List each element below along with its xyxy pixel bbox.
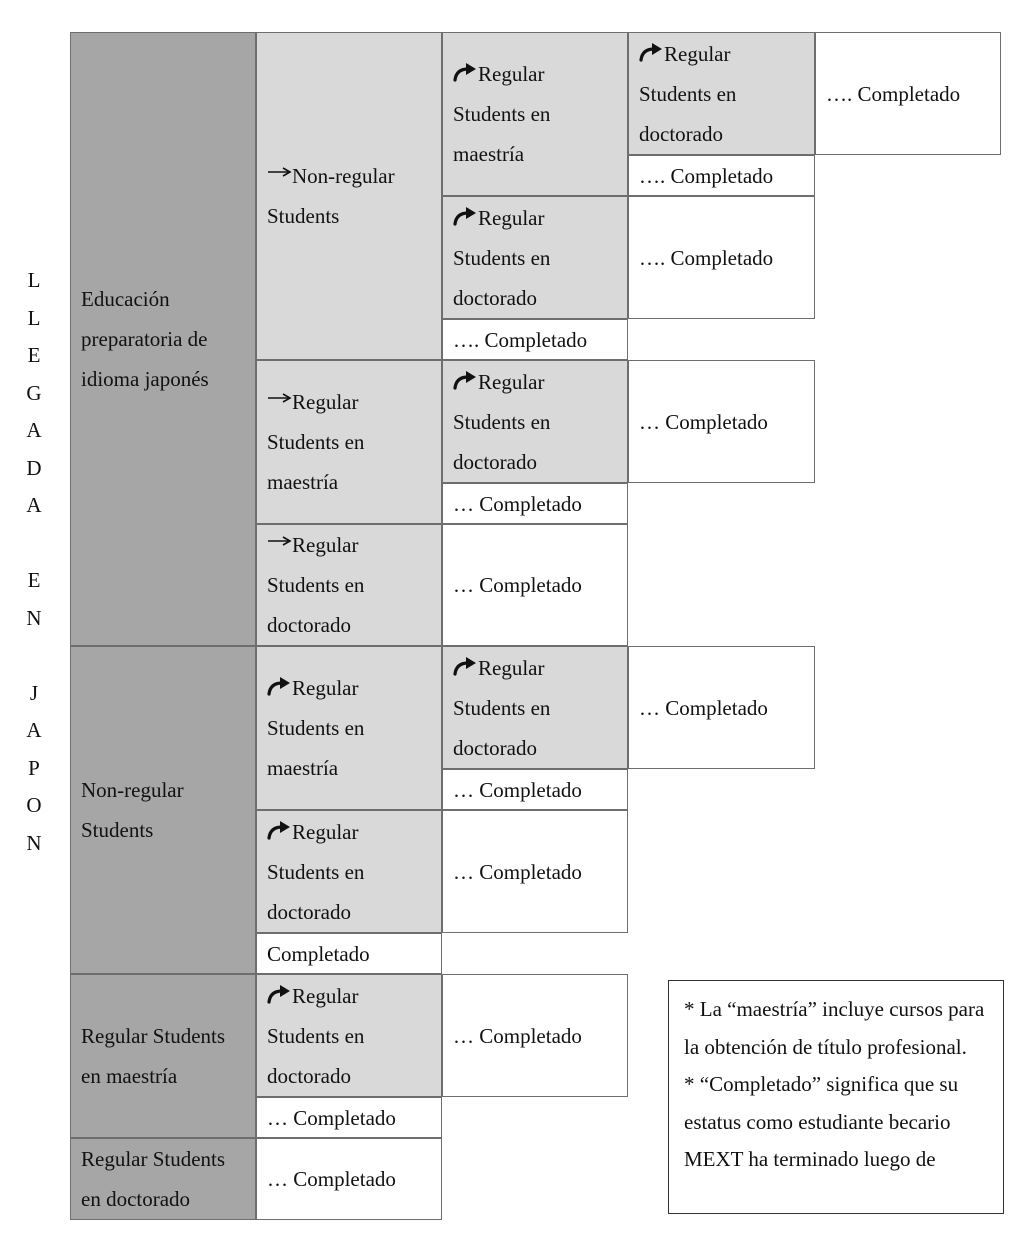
cell-text (453, 770, 617, 810)
note-maestria: * La “maestría” incluye cursos para la obtención de título profesional. (684, 997, 985, 1059)
cell-edu-nr-m-d-completado (815, 32, 1001, 155)
cell-root-regular-doctorado (70, 1138, 256, 1220)
right-arrow-icon (267, 164, 292, 188)
cell-text-line: maestría (267, 470, 339, 494)
cell-text-line: Regular (292, 983, 359, 1008)
cell-text-line: Regular (292, 676, 359, 700)
cell-text (453, 565, 617, 605)
cell-text (639, 34, 804, 74)
side-letter: N (26, 605, 42, 630)
cell-text-line: …. Completado (453, 327, 588, 352)
curved-arrow-icon (267, 820, 292, 844)
cell-root-regular-maestria (70, 974, 256, 1138)
cell-text (453, 54, 617, 94)
cell-text-line: Regular Students (81, 1147, 226, 1171)
side-letter: N (26, 830, 42, 855)
cell-text-line: Educación (81, 287, 170, 311)
curved-arrow-icon (267, 984, 292, 1008)
notes-box (668, 980, 1004, 1214)
cell-text (453, 648, 617, 688)
cell-root-non-regular-students (70, 646, 256, 974)
cell-text-line: … Completado (453, 573, 582, 597)
side-letter: O (26, 793, 42, 817)
cell-text-line: doctorado (639, 121, 723, 146)
cell-text-line: maestría (267, 756, 339, 780)
cell-text (81, 319, 245, 359)
side-letter: P (28, 755, 40, 780)
cell-text (267, 1016, 431, 1056)
curved-arrow-icon (639, 42, 664, 66)
cell-text (267, 382, 431, 422)
cell-d-completado (256, 1138, 442, 1220)
cell-text-line: Students en (267, 430, 365, 454)
cell-text-line: Regular (292, 819, 359, 844)
cell-text (267, 565, 431, 605)
cell-text-line: Students (81, 818, 154, 842)
cell-text (639, 402, 804, 442)
cell-edu-nr-completado (442, 319, 628, 360)
cell-text-line: doctorado (267, 899, 351, 924)
cell-text (453, 134, 617, 174)
cell-text (639, 156, 804, 196)
cell-text (267, 892, 431, 932)
cell-text (81, 1056, 245, 1096)
cell-text-line: Non-regular (81, 778, 184, 802)
cell-text-line: Students en (453, 695, 551, 720)
cell-text-line: Non-regular (292, 164, 395, 188)
side-letter: E (27, 568, 41, 592)
cell-text-line: Regular (664, 41, 731, 66)
cell-nr-d-completado (442, 810, 628, 933)
cell-text (639, 114, 804, 154)
side-letter: E (27, 343, 41, 367)
curved-arrow-icon (453, 62, 478, 86)
side-letter: L (27, 268, 41, 292)
cell-text (267, 1098, 431, 1138)
cell-text (453, 402, 617, 442)
right-arrow-icon (267, 390, 292, 414)
cell-text (81, 359, 245, 399)
cell-text-line: … Completado (453, 777, 582, 802)
curved-arrow-icon (453, 656, 478, 680)
cell-text (267, 156, 431, 196)
cell-edu-d-completado (442, 524, 628, 646)
cell-text-line: idioma japonés (81, 367, 209, 391)
cell-text-line: doctorado (267, 613, 351, 637)
cell-text-line: …. Completado (826, 81, 961, 106)
cell-edu-to-doctorado (256, 524, 442, 646)
cell-text-line: …. Completado (639, 163, 774, 188)
cell-text-line: Regular Students (81, 1024, 226, 1048)
cell-text (453, 198, 617, 238)
cell-m-to-doctorado (256, 974, 442, 1097)
cell-text-line: Students en (267, 859, 365, 884)
cell-text (81, 1139, 245, 1179)
cell-edu-m-to-doctorado (442, 360, 628, 483)
cell-text-line: doctorado (453, 449, 537, 474)
cell-text (267, 1056, 431, 1096)
cell-text-line: … Completado (267, 1105, 396, 1130)
cell-text-line: en maestría (81, 1064, 178, 1088)
cell-text-line: … Completado (639, 409, 768, 434)
cell-text (453, 94, 617, 134)
side-letter: A (26, 418, 42, 442)
side-letter: D (26, 455, 42, 480)
cell-text (267, 812, 431, 852)
cell-text-line: Students en (267, 716, 365, 740)
cell-text-line: Students en (453, 245, 551, 270)
cell-text-line: Students en (453, 102, 551, 126)
cell-edu-to-non-regular (256, 32, 442, 360)
cell-m-d-completado (442, 974, 628, 1097)
cell-text (267, 748, 431, 788)
cell-text-line: preparatoria de (81, 327, 208, 351)
cell-text (453, 484, 617, 524)
cell-text (453, 320, 617, 360)
cell-text-line: en doctorado (81, 1187, 191, 1211)
cell-text-line: … Completado (453, 859, 582, 884)
side-letter: L (27, 305, 41, 330)
cell-text-line: … Completado (267, 1167, 396, 1191)
cell-text (267, 976, 431, 1016)
cell-text-line: … Completado (639, 695, 768, 720)
cell-text-line: Students en (267, 1023, 365, 1048)
cell-text (453, 362, 617, 402)
cell-text (453, 852, 617, 892)
cell-text-line: Students en (453, 409, 551, 434)
cell-text-line: Regular (478, 62, 545, 86)
side-letter: A (26, 493, 42, 517)
cell-text (267, 1159, 431, 1199)
cell-text (267, 462, 431, 502)
cell-edu-nr-d-completado (628, 196, 815, 319)
cell-text-line: Completado (267, 941, 370, 966)
note-completado: * “Completado” significa que su estatus como estudiante becario MEXT ha terminado luego de (684, 1072, 959, 1171)
cell-nr-m-d-completado (628, 646, 815, 769)
curved-arrow-icon (267, 676, 292, 700)
cell-text (453, 278, 617, 318)
side-letter: J (29, 680, 39, 705)
cell-text-line: doctorado (453, 285, 537, 310)
side-letter: A (26, 718, 42, 742)
curved-arrow-icon (453, 206, 478, 230)
cell-text (267, 422, 431, 462)
side-letter: G (26, 380, 42, 405)
cell-text-line: Students en (639, 81, 737, 106)
cell-edu-nr-to-maestria (442, 32, 628, 196)
cell-text-line: Regular (478, 369, 545, 394)
cell-edu-nr-m-to-doctorado (628, 32, 815, 155)
cell-root-educacion-preparatoria (70, 32, 256, 646)
cell-text-line: …. Completado (639, 245, 774, 270)
cell-text (81, 810, 245, 850)
cell-text (453, 688, 617, 728)
cell-edu-m-completado (442, 483, 628, 524)
cell-text (453, 238, 617, 278)
cell-text-line: Regular (292, 533, 359, 557)
side-label-llegada-en-japon (18, 262, 50, 862)
cell-nr-to-maestria (256, 646, 442, 810)
cell-text-line: Students en (267, 573, 365, 597)
cell-text (639, 74, 804, 114)
right-arrow-icon (267, 533, 292, 557)
cell-nr-m-to-doctorado (442, 646, 628, 769)
cell-nr-to-doctorado (256, 810, 442, 933)
cell-text (81, 279, 245, 319)
cell-edu-m-d-completado (628, 360, 815, 483)
cell-text-line: Regular (292, 390, 359, 414)
cell-text (267, 708, 431, 748)
cell-text (267, 934, 431, 974)
cell-text-line: maestría (453, 142, 525, 166)
cell-text-line: … Completado (453, 1023, 582, 1048)
cell-text (267, 605, 431, 645)
cell-nr-m-completado (442, 769, 628, 810)
cell-text (81, 770, 245, 810)
cell-m-completado (256, 1097, 442, 1138)
cell-text (639, 238, 804, 278)
cell-text-line: Regular (478, 205, 545, 230)
cell-text (453, 1016, 617, 1056)
cell-text-line: doctorado (453, 735, 537, 760)
cell-text (267, 852, 431, 892)
cell-text (81, 1179, 245, 1219)
cell-text (826, 74, 990, 114)
cell-nr-completado (256, 933, 442, 974)
cell-edu-to-maestria (256, 360, 442, 524)
cell-text (453, 728, 617, 768)
cell-edu-nr-to-doctorado (442, 196, 628, 319)
cell-text (453, 442, 617, 482)
cell-text-line: … Completado (453, 491, 582, 516)
cell-text (267, 668, 431, 708)
cell-text (267, 196, 431, 236)
cell-text (81, 1016, 245, 1056)
cell-text-line: Regular (478, 655, 545, 680)
cell-text-line: doctorado (267, 1063, 351, 1088)
curved-arrow-icon (453, 370, 478, 394)
cell-text-line: Students (267, 204, 340, 228)
cell-text (267, 525, 431, 565)
cell-text (639, 688, 804, 728)
cell-edu-nr-m-completado (628, 155, 815, 196)
